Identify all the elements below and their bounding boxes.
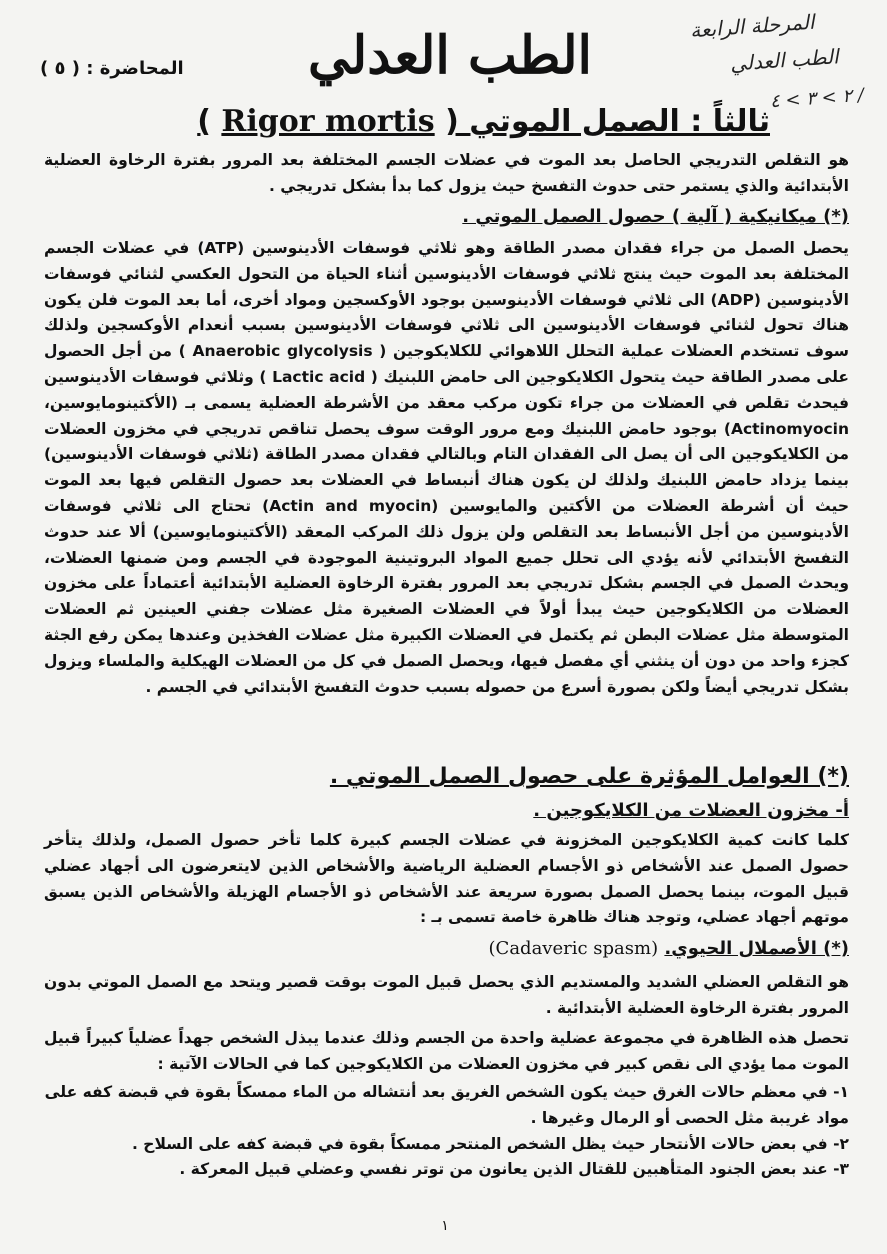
lecture-number: المحاضرة : ( ٥ ) <box>40 58 184 79</box>
list-item: ٢- في بعض حالات الأنتحار حيث يظل الشخص المنتحر ممسكاً بقوة في قبضة كفه على السلاح . <box>131 1134 849 1153</box>
spasm-heading-latin: (Cadaveric spasm) <box>488 938 659 959</box>
heading-close: ) <box>197 104 211 139</box>
factors-heading <box>44 764 849 789</box>
factors-heading-text: (*) العوامل المؤثرة على حصول الصمل الموتي . <box>329 764 849 789</box>
mechanism-heading <box>44 206 849 227</box>
list-item: ١- في معظم حالات الغرق حيث يكون الشخص الغريق بعد أنتشاله من الماء ممسكاً بقوة في قبضة كفه على مواد غريبة مثل الحصى أو الرمال وغيرها . <box>44 1083 849 1127</box>
mechanism-paragraph: يحصل الصمل من جراء فقدان مصدر الطاقة وهو ثلاثي فوسفات الأدينوسين (ATP) في عضلات الجسم المختلفة بعد الموت حيث ينتج ثلاثي فوسفات الأدينوسين أثناء الحياة من التحول العكسي لثنائي فوسفات الأدينوسين (ADP) الى ثلاثي فوسفات الأدينوسين بوجود الأوكسجين ومواد أخرى، أما بعد الموت فلن يكون هناك تحول لثنائي فوسفات الأدينوسين الى ثلاثي فوسفات الأدينوسين بسبب أنعدام الأوكسجين ولذلك سوف تستخدم العضلات عملية التحلل اللاهوائي للكلايكوجين ( Anaerobic glycolysis ) من أجل الحصول على مصدر الطاقة حيث يتحول الكلايكوجين الى حامض اللبنيك ( Lactic acid ) وثلاثي فوسفات الأدينوسين فيحدث تقلص في العضلات من جراء تكون مركب معقد من الأشرطة العضلية يسمى بـ (الأكتينومايوسين، Actinomyocin) بوجود حامض اللبنيك ومع مرور الوقت سوف يحصل تناقص تدريجي في مخزون العضلات من الكلايكوجين الى أن يصل الى الفقدان التام وبالتالي فقدان مصدر الطاقة (ثلاثي فوسفات الأدينوسين) بينما يزداد حامض اللبنيك ولذلك لن يكون هناك أنبساط في العضلات بعد حصول التقلص فيها بعد الموت حيث أن أشرطة العضلات من الأكتين والمايوسين (Actin and myocin) تحتاج الى ثلاثي فوسفات الأدينوسين من أجل الأنبساط بعد التقلص ولن يزول ذلك المركب المعقد (الأكتينومايوسين) ألا عند حدوث التفسخ الأبتدائي لأنه يؤدي الى تحلل جميع المواد البروتينية الموجودة في الجسم ومن ضمنها العضلات، ويحدث الصمل في الجسم بشكل تدريجي بعد المرور بفترة الرخاوة العضلية الأبتدائية أعتماداً على مخزون العضلات من الكلايكوجين حيث يبدأ أولاً في العضلات الصغيرة مثل عضلات جفني العينين ثم العضلات المتوسطة مثل عضلات البطن ثم يكتمل في العضلات الكبيرة مثل عضلات الفخذين وعندها يمكن رفع الجثة كجزء واحد من دون أن ينثني أي مفصل فيها، ويحصل الصمل في كل من العضلات الهيكلية والملساء ويزول بشكل تدريجي أيضاً ولكن بصورة أسرع من حصوله بسبب حدوث التفسخ الأبتدائي في الجسم . <box>44 239 850 696</box>
mechanism-heading-text: (*) ميكانيكية ( آلية ) حصول الصمل الموتي . <box>462 206 849 227</box>
factor-a-heading <box>44 800 849 821</box>
handwritten-stage-note: المرحلة الرابعة <box>689 9 816 43</box>
section-heading <box>170 100 770 144</box>
heading-arabic: ثالثاً : الصمل الموتي ( <box>445 104 770 139</box>
spasm-paragraph-2: تحصل هذه الظاهرة في مجموعة عضلية واحدة من الجسم وذلك عندما يبذل الشخص جهداً عضلياً كبيراً قبيل الموت مما يؤدي الى نقص كبير في مخزون العضلات من الكلايكوجين كما في الحالات الآتية : <box>44 1029 849 1073</box>
page-number: ١ <box>441 1218 449 1234</box>
factor-a-paragraph: كلما كانت كمية الكلايكوجين المخزونة في عضلات الجسم كبيرة كلما تأخر حصول الصمل، ولذلك يتأخر حصول الصمل عند الأشخاص ذو الأجسام العضلية الرياضية والأشخاص الذين لايتعرضون الى أجهاد عضلي قبيل الموت، بينما يحصل الصمل بصورة سريعة عند الأشخاص ذو الأجسام الهزيلة والأشخاص الذين يسبق موتهم أجهاد عضلي، وتوجد هناك ظاهرة خاصة تسمى بـ : <box>44 831 849 927</box>
spasm-heading-text: (*) الأصملال الحيوي. <box>664 938 849 959</box>
page-title: الطب العدلي <box>308 25 592 86</box>
spasm-heading <box>44 938 849 959</box>
handwritten-subject-note: الطب العدلي <box>729 44 840 76</box>
list-item: ٣- عند بعض الجنود المتأهبين للقتال الذين يعانون من توتر نفسي وعضلي قبيل المعركة . <box>179 1160 849 1179</box>
handwritten-mark: ٢ > ٣ > ٤ / <box>769 84 865 113</box>
cases-list <box>44 1080 849 1183</box>
spasm-paragraph: هو التقلص العضلي الشديد والمستديم الذي يحصل قبيل الموت بوقت قصير ويتحد مع الصمل الموتي بدون المرور بفترة الرخاوة العضلية الأبتدائية . <box>44 973 849 1017</box>
intro-paragraph: هو التقلص التدريجي الحاصل بعد الموت في عضلات الجسم المختلفة بعد المرور بفترة الرخاوة العضلية الأبتدائية والذي يستمر حتى حدوث التفسخ حيث يزول كما بدأ بشكل تدريجي . <box>44 151 849 195</box>
factor-a-heading-text: أ- مخزون العضلات من الكلايكوجين . <box>533 800 849 821</box>
heading-latin: Rigor mortis <box>221 104 435 139</box>
